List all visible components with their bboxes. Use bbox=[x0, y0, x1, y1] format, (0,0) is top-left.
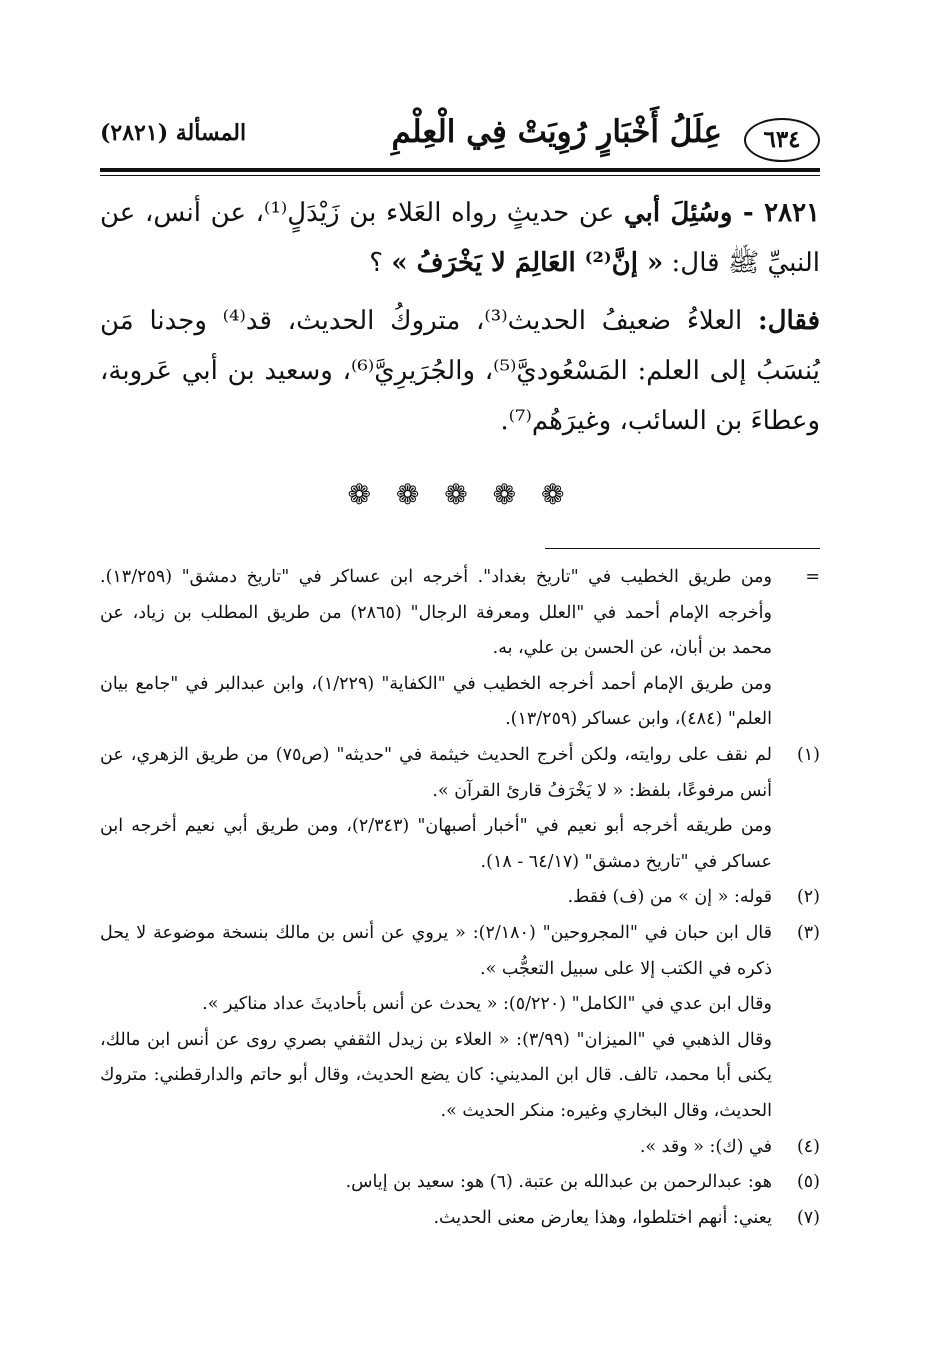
answer-paragraph bbox=[100, 296, 820, 446]
footnote bbox=[100, 916, 820, 1130]
answer-text: العلاءُ ضعيفُ الحديث⁽³⁾، متروكُ الحديث، قد⁽⁴⁾ وجدنا مَن يُنسَبُ إلى العلم: المَسْعُوديَّ⁽⁵⁾، والجُرَيرِيَّ⁽⁶⁾، وسعيد بن أبي عَروبة، وعطاءَ بن السائب، وغيرَهُم⁽⁷⁾. bbox=[100, 306, 820, 436]
question-quote: « إنَّ⁽²⁾ العَالِمَ لا يَخْرَفُ » bbox=[391, 248, 664, 278]
footnote bbox=[100, 1130, 820, 1166]
footnote-number: (١) bbox=[796, 744, 820, 765]
footnote bbox=[100, 738, 820, 880]
footnote-text: ومن طريقه أخرجه أبو نعيم في "أخبار أصبهان" (٢/٣٤٣)، ومن طريق أبي نعيم أخرجه ابن عساكر في "تاريخ دمشق" (٦٤/١٧ - ١٨). bbox=[100, 816, 772, 872]
footnote-text: يعني: أنهم اختلطوا، وهذا يعارض معنى الحديث. bbox=[433, 1207, 772, 1228]
header-rule-thin bbox=[100, 175, 820, 176]
footnotes bbox=[100, 560, 820, 1236]
book-title: عِلَلُ أَخْبَارٍ رُوِيَتْ فِي الْعِلْمِ bbox=[391, 114, 722, 150]
footnote-number: (٣) bbox=[796, 922, 820, 943]
footnote bbox=[100, 1165, 820, 1201]
footnote-text: ومن طريق الخطيب في "تاريخ بغداد". أخرجه ابن عساكر في "تاريخ دمشق" (١٣/٢٥٩). وأخرجه الإمام أحمد في "العلل ومعرفة الرجال" (٢٨٦٥) من طريق المطلب بن زياد، عن محمد بن أبان، عن الحسن بن علي، به. bbox=[100, 567, 772, 659]
footnote-text: لم نقف على روايته، ولكن أخرج الحديث خيثمة في "حديثه" (ص٧٥) من طريق الزهري، عن أنس مرفوعًا، بلفظ: « لا يَخْرَفُ قارئ القرآن ». bbox=[100, 744, 773, 801]
footnote-number: (٤) bbox=[796, 1136, 820, 1157]
footnote-text: وقال ابن عدي في "الكامل" (٥/٢٢٠): « يحدث عن أنس بأحاديثَ عداد مناكير ». bbox=[202, 994, 772, 1015]
footnote bbox=[100, 1201, 820, 1237]
footnote-text: ومن طريق الإمام أحمد أخرجه الخطيب في "الكفاية" (١/٢٢٩)، وابن عبدالبر في "جامع بيان العلم" (٤٨٤)، وابن عساكر (١٣/٢٥٩). bbox=[100, 673, 772, 730]
footnote-number: = bbox=[805, 567, 820, 587]
issue-label: المسألة (٢٨٢١) bbox=[100, 120, 247, 146]
question-lead: ٢٨٢١ - وسُئِلَ أبي bbox=[623, 198, 820, 228]
footnote-text: وقال الذهبي في "الميزان" (٣/٩٩): « العلاء بن زيدل الثقفي بصري روى عن أنس ابن مالك، يكنى أبا محمد، تالف. قال ابن المديني: كان يضع الحديث، وقال أبو حاتم والدارقطني: متروك الحديث، وقال البخاري وغيره: منكر الحديث ». bbox=[100, 1029, 772, 1121]
footnote bbox=[100, 880, 820, 916]
footnote-separator bbox=[545, 548, 820, 549]
section-ornament: ❁ ❁ ❁ ❁ ❁ bbox=[347, 478, 573, 511]
question-paragraph bbox=[100, 188, 820, 288]
footnote-number: (٧) bbox=[796, 1207, 820, 1228]
question-end: ؟ bbox=[369, 248, 384, 278]
footnote-number: (٢) bbox=[796, 887, 820, 908]
footnote bbox=[100, 560, 820, 738]
page-number: ٦٣٤ bbox=[744, 118, 820, 162]
header-rule-thick bbox=[100, 168, 820, 172]
footnote-number: (٥) bbox=[796, 1172, 820, 1193]
footnote-text: هو: عبدالرحمن بن عبدالله بن عتبة. (٦) هو: سعيد بن إياس. bbox=[345, 1172, 772, 1193]
footnote-text: قال ابن حبان في "المجروحين" (٢/١٨٠): « يروي عن أنس بن مالك بنسخة موضوعة لا يحل ذكره في الكتب إلا على سبيل التعجُّب ». bbox=[100, 922, 773, 979]
question-text: عن حديثٍ رواه العَلاء بن زَيْدَلٍ⁽¹⁾، عن أنس، عن النبيِّ ﷺ قال: bbox=[100, 198, 820, 278]
answer-lead: فقال: bbox=[758, 306, 820, 336]
footnote-text: قوله: « إن » من (ف) فقط. bbox=[567, 887, 772, 908]
main-text bbox=[100, 188, 820, 446]
page-header bbox=[100, 108, 820, 170]
footnote-text: في (ك): « وقد ». bbox=[639, 1136, 772, 1157]
